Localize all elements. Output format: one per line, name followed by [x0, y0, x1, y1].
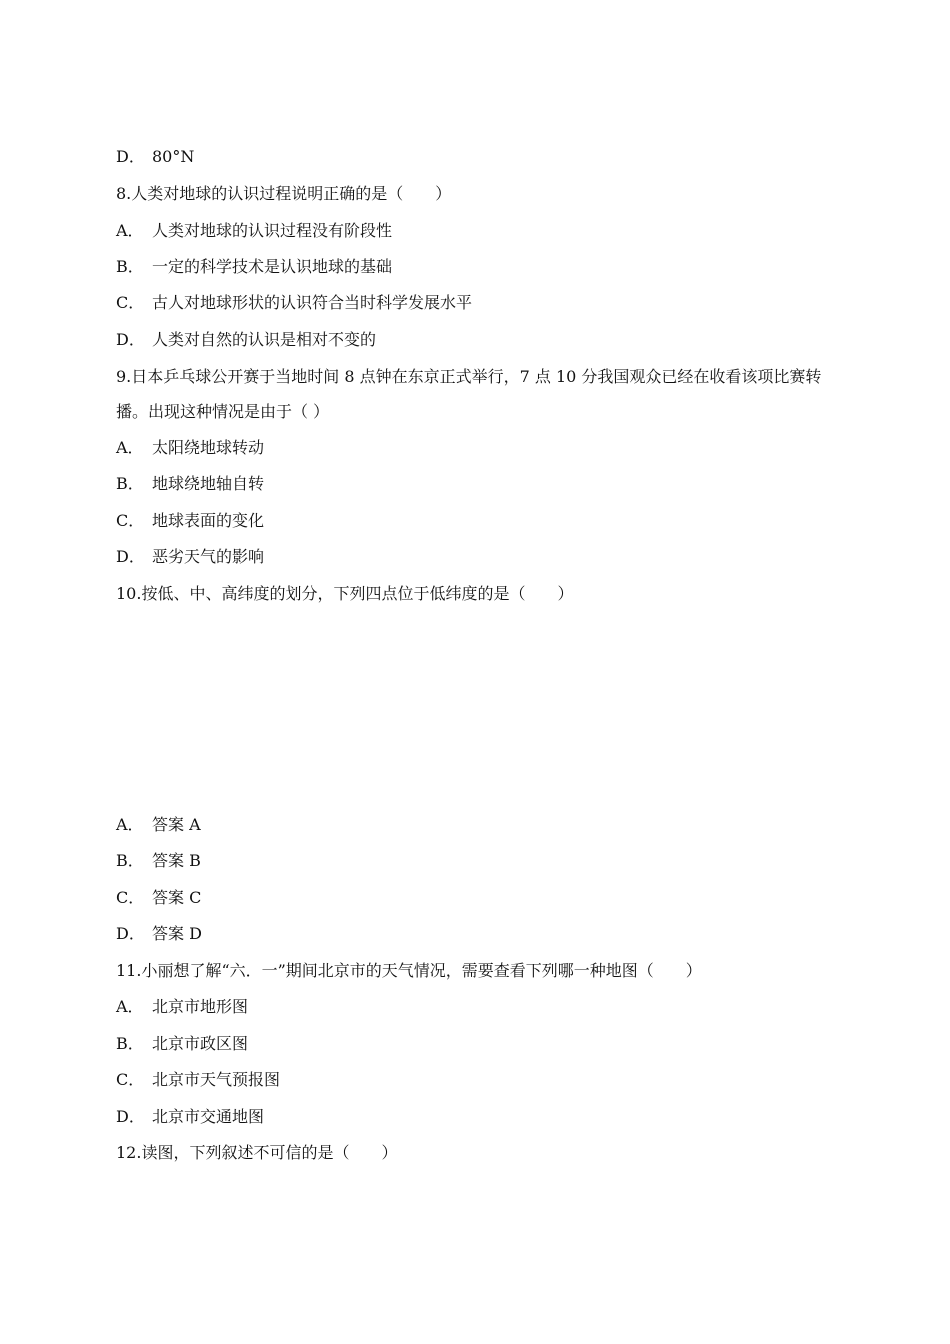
option-c [116, 511, 264, 531]
option-d [116, 1107, 264, 1127]
option-text: 答案 C [152, 888, 202, 907]
option-b [116, 257, 392, 277]
option-letter: A． [116, 815, 144, 834]
option-letter: B． [116, 474, 144, 493]
option-text: 答案 B [152, 851, 201, 870]
option-text: 古人对地球形状的认识符合当时科学发展水平 [152, 293, 473, 312]
question-9-stem-continued: 播。出现这种情况是由于（ ） [116, 402, 330, 421]
question-11-stem: 11.小丽想了解“六．一”期间北京市的天气情况，需要查看下列哪一种地图（ ） [116, 961, 702, 980]
option-a [116, 438, 264, 458]
option-text: 一定的科学技术是认识地球的基础 [152, 257, 393, 276]
option-text: 答案 D [152, 924, 202, 943]
option-letter: B． [116, 851, 144, 870]
option-letter: D． [116, 1107, 145, 1126]
option-text: 答案 A [152, 815, 201, 834]
option-letter: B． [116, 257, 144, 276]
option-c [116, 293, 472, 313]
option-d [116, 147, 194, 167]
option-d [116, 547, 264, 567]
option-text: 地球表面的变化 [152, 511, 265, 530]
option-b [116, 851, 201, 871]
option-letter: B． [116, 1034, 144, 1053]
option-b [116, 1034, 248, 1054]
question-9-stem: 9.日本乒乓球公开赛于当地时间 8 点钟在东京正式举行，7 点 10 分我国观众已经在收看该项比赛转 [116, 367, 822, 386]
question-8-stem: 8.人类对地球的认识过程说明正确的是（ ） [116, 184, 452, 203]
option-letter: A． [116, 997, 144, 1016]
question-10-stem: 10.按低、中、高纬度的划分，下列四点位于低纬度的是（ ） [116, 584, 574, 603]
option-c [116, 888, 201, 908]
option-d [116, 330, 376, 350]
option-text: 太阳绕地球转动 [152, 438, 265, 457]
option-letter: C． [116, 1070, 145, 1089]
option-letter: D． [116, 547, 145, 566]
option-text: 北京市地形图 [152, 997, 249, 1016]
option-a [116, 221, 392, 241]
option-text: 北京市政区图 [152, 1034, 249, 1053]
option-b [116, 474, 264, 494]
option-letter: D． [116, 147, 145, 166]
option-a [116, 815, 201, 835]
option-text: 人类对自然的认识是相对不变的 [152, 330, 377, 349]
option-letter: D． [116, 924, 145, 943]
option-text: 地球绕地轴自转 [152, 474, 265, 493]
option-letter: A． [116, 221, 144, 240]
option-text: 恶劣天气的影响 [152, 547, 265, 566]
option-text: 北京市天气预报图 [152, 1070, 281, 1089]
option-text: 人类对地球的认识过程没有阶段性 [152, 221, 393, 240]
option-text: 80°N [152, 147, 195, 166]
option-letter: A． [116, 438, 144, 457]
option-letter: C． [116, 888, 145, 907]
option-letter: D． [116, 330, 145, 349]
option-text: 北京市交通地图 [152, 1107, 265, 1126]
question-12-stem: 12.读图，下列叙述不可信的是（ ） [116, 1143, 398, 1162]
option-c [116, 1070, 280, 1090]
option-a [116, 997, 248, 1017]
option-d [116, 924, 202, 944]
option-letter: C． [116, 293, 145, 312]
option-letter: C． [116, 511, 145, 530]
